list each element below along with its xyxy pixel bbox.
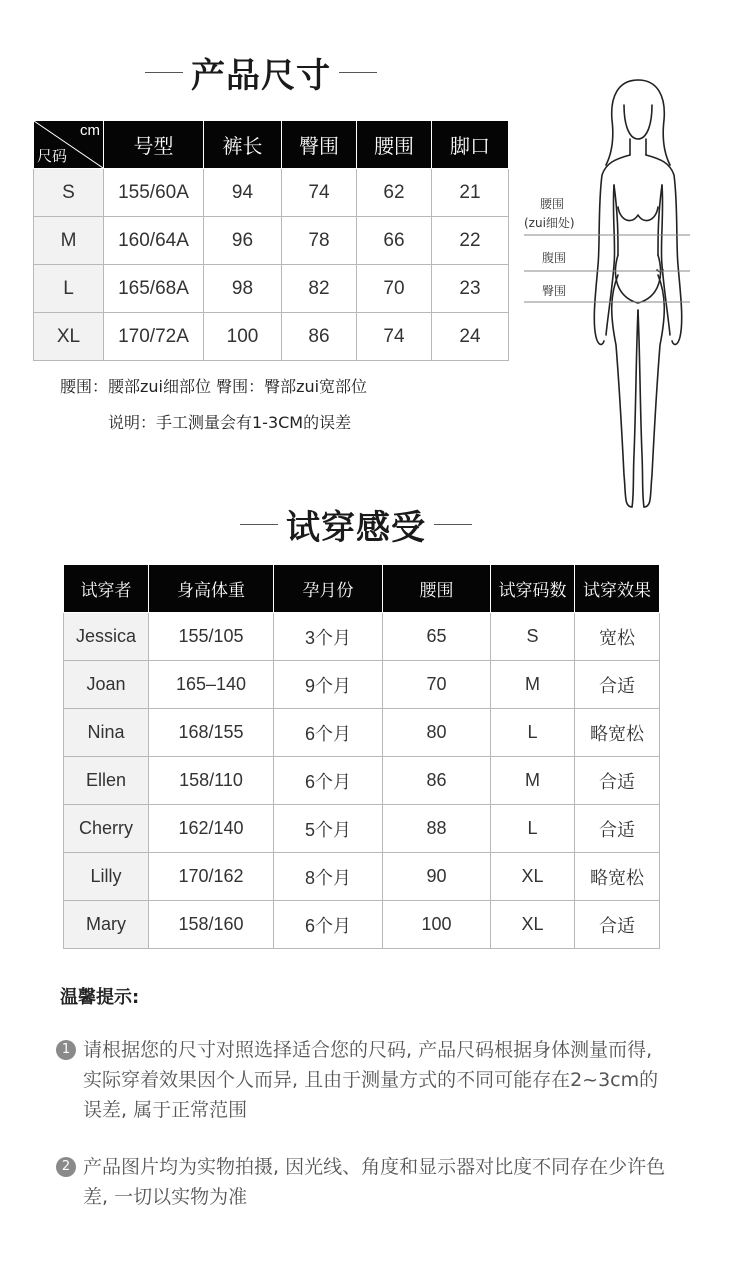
size-cell: 62: [357, 169, 432, 217]
title-line-left: [145, 72, 183, 73]
size-header-cell: 腰围: [357, 121, 432, 169]
trial-cell: 6个月: [274, 901, 383, 949]
trial-cell: 155/105: [149, 613, 274, 661]
size-cell: 66: [357, 217, 432, 265]
trial-header-cell: 孕月份: [274, 565, 383, 613]
size-row: [34, 265, 509, 313]
trial-cell: M: [491, 757, 575, 805]
trial-cell: 65: [383, 613, 491, 661]
trial-cell: L: [491, 709, 575, 757]
title-line-right: [434, 524, 472, 525]
size-cell: M: [34, 217, 104, 265]
tip-number-badge: 1: [56, 1040, 76, 1060]
size-cell: 78: [282, 217, 357, 265]
trial-cell: 162/140: [149, 805, 274, 853]
size-table: [33, 120, 509, 361]
size-row: [34, 169, 509, 217]
trial-header-cell: 试穿码数: [491, 565, 575, 613]
trial-cell: 8个月: [274, 853, 383, 901]
trial-cell: 158/160: [149, 901, 274, 949]
size-cell: S: [34, 169, 104, 217]
size-cell: 82: [282, 265, 357, 313]
trial-cell: Cherry: [64, 805, 149, 853]
measurement-note: 腰围：腰部zui细部位 臀围：臀部zui宽部位: [60, 377, 368, 396]
size-row: [34, 217, 509, 265]
trial-row: [64, 709, 660, 757]
trial-cell: 合适: [575, 661, 660, 709]
corner-size: 尺码: [37, 148, 68, 165]
trial-cell: XL: [491, 853, 575, 901]
trial-cell: 88: [383, 805, 491, 853]
trial-cell: 6个月: [274, 709, 383, 757]
tip-text: 产品图片均为实物拍摄, 因光线、角度和显示器对比度不同存在少许色差, 一切以实物为准: [83, 1156, 666, 1208]
trial-table: [63, 564, 660, 949]
trial-cell: 100: [383, 901, 491, 949]
size-row: [34, 313, 509, 361]
trial-row: [64, 757, 660, 805]
size-cell: 94: [204, 169, 282, 217]
size-header-cell: 臀围: [282, 121, 357, 169]
trial-cell: 宽松: [575, 613, 660, 661]
size-cell: 23: [432, 265, 509, 313]
trial-header-cell: 试穿效果: [575, 565, 660, 613]
trial-cell: 合适: [575, 805, 660, 853]
tip-item: [56, 1035, 676, 1125]
trial-row: [64, 901, 660, 949]
trial-row: [64, 661, 660, 709]
tip-number-badge: 2: [56, 1157, 76, 1177]
size-header-cell: 号型: [104, 121, 204, 169]
trial-cell: Mary: [64, 901, 149, 949]
trial-section-title: [240, 500, 472, 549]
trial-cell: 5个月: [274, 805, 383, 853]
tip-text: 请根据您的尺寸对照选择适合您的尺码, 产品尺码根据身体测量而得, 实际穿着效果因个人而异, 且由于测量方式的不同可能存在2~3cm的误差, 属于正常范围: [83, 1039, 659, 1121]
trial-title-text: 试穿感受: [286, 508, 426, 548]
trial-row: [64, 853, 660, 901]
size-title-text: 产品尺寸: [191, 56, 331, 96]
corner-unit: cm: [80, 122, 100, 139]
trial-cell: Nina: [64, 709, 149, 757]
trial-cell: 9个月: [274, 661, 383, 709]
size-cell: 155/60A: [104, 169, 204, 217]
error-note: 说明：手工测量会有1-3CM的误差: [108, 413, 352, 432]
size-cell: 96: [204, 217, 282, 265]
trial-cell: 70: [383, 661, 491, 709]
size-table-header: [34, 121, 509, 169]
belly-label: 腹围: [542, 251, 567, 265]
tips-title: 温馨提示:: [60, 987, 140, 1008]
trial-cell: 158/110: [149, 757, 274, 805]
trial-cell: XL: [491, 901, 575, 949]
size-cell: 74: [282, 169, 357, 217]
trial-cell: Ellen: [64, 757, 149, 805]
trial-header-cell: 身高体重: [149, 565, 274, 613]
trial-cell: Jessica: [64, 613, 149, 661]
trial-cell: 略宽松: [575, 709, 660, 757]
trial-cell: 80: [383, 709, 491, 757]
trial-cell: L: [491, 805, 575, 853]
trial-cell: 170/162: [149, 853, 274, 901]
trial-cell: 3个月: [274, 613, 383, 661]
size-cell: 170/72A: [104, 313, 204, 361]
hip-label: 臀围: [542, 284, 567, 298]
size-cell: 98: [204, 265, 282, 313]
trial-row: [64, 805, 660, 853]
trial-cell: S: [491, 613, 575, 661]
trial-header-cell: 腰围: [383, 565, 491, 613]
size-cell: 70: [357, 265, 432, 313]
size-cell: 160/64A: [104, 217, 204, 265]
trial-cell: 合适: [575, 757, 660, 805]
title-line-left: [240, 524, 278, 525]
trial-table-header: [64, 565, 660, 613]
trial-cell: 6个月: [274, 757, 383, 805]
size-header-cell: 裤长: [204, 121, 282, 169]
size-cell: 24: [432, 313, 509, 361]
trial-cell: 合适: [575, 901, 660, 949]
size-cell: 165/68A: [104, 265, 204, 313]
body-figure: [520, 75, 725, 520]
trial-cell: Joan: [64, 661, 149, 709]
title-line-right: [339, 72, 377, 73]
trial-header-cell: 试穿者: [64, 565, 149, 613]
tip-item: [56, 1152, 676, 1212]
size-cell: L: [34, 265, 104, 313]
size-cell: 86: [282, 313, 357, 361]
size-cell: XL: [34, 313, 104, 361]
trial-cell: 165–140: [149, 661, 274, 709]
size-cell: 74: [357, 313, 432, 361]
waist-label: 腰围: [540, 197, 565, 211]
size-section-title: [145, 48, 377, 97]
size-cell: 100: [204, 313, 282, 361]
trial-cell: Lilly: [64, 853, 149, 901]
waist-sub-label: (zui细处): [524, 216, 575, 230]
trial-cell: 86: [383, 757, 491, 805]
trial-cell: 168/155: [149, 709, 274, 757]
size-cell: 22: [432, 217, 509, 265]
trial-cell: 略宽松: [575, 853, 660, 901]
size-cell: 21: [432, 169, 509, 217]
trial-row: [64, 613, 660, 661]
trial-cell: M: [491, 661, 575, 709]
size-header-cell: 脚口: [432, 121, 509, 169]
trial-cell: 90: [383, 853, 491, 901]
size-table-corner: [34, 121, 104, 169]
